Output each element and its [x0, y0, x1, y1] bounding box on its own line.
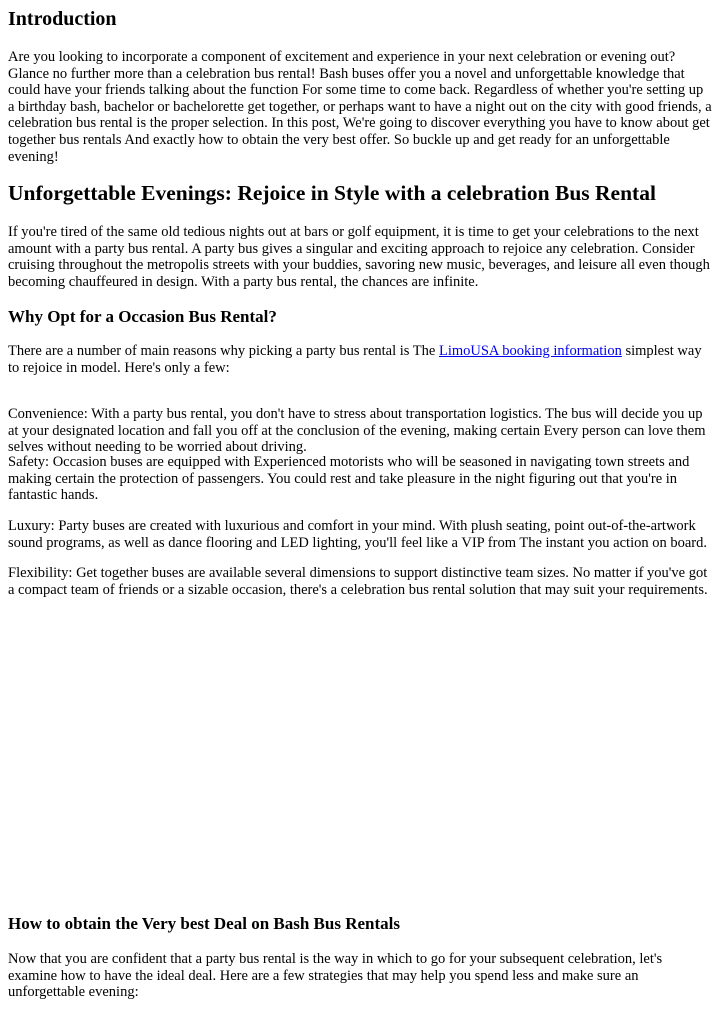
luxury-paragraph: Luxury: Party buses are created with luxurious and comfort in your mind. With plush seating, point out-of-the-artwork sound programs, as well as dance flooring and LED lighting, you'll feel like a VIP from The instant you action on board.	[8, 518, 708, 551]
intro-paragraph: Are you looking to incorporate a component of excitement and experience in your next celebration or evening out? Glance no further more than a celebration bus rental! Bash buses offer you a novel and unforgettable knowledge that could have your friends talking about the function For some time to come back. Regardless of whether you're setting up a birthday bash, bachelor or bachelorette get together, or perhaps want to have a night out on the city with good friends, a celebration bus rental is the proper selection. In this post, We're going to discover everything you have to know about get together bus rentals And exactly how to obtain the very best offer. So buckle up and get ready for an unforgettable evening!	[8, 49, 712, 165]
section1-paragraph: If you're tired of the same old tedious nights out at bars or golf equipment, it is time to get your celebrations to the next amount with a party bus rental. A party bus gives a singular and exciting approach to rejoice any celebration. Consider cruising throughout the metropolis streets with your buddies, savoring new music, beverages, and leisure all even though becoming chauffeured in design. With a party bus rental, the chances are infinite.	[8, 224, 710, 290]
deal-heading: How to obtain the Very best Deal on Bash Bus Rentals	[8, 914, 400, 933]
safety-paragraph: Safety: Occasion buses are equipped with Experienced motorists who will be seasoned in navigating town streets and making certain the protection of passengers. You could rest and take pleasure in the night figuring out that you're in fantastic hands.	[8, 454, 690, 504]
section1-heading: Unforgettable Evenings: Rejoice in Style with a celebration Bus Rental	[8, 181, 656, 205]
why-intro-paragraph	[8, 343, 713, 376]
why-heading: Why Opt for a Occasion Bus Rental?	[8, 307, 277, 326]
intro-heading: Introduction	[8, 8, 117, 30]
flexibility-paragraph: Flexibility: Get together buses are available several dimensions to support distinctive team sizes. No matter if you've got a compact team of friends or a sizable occasion, there's a celebration bus rental solution that may suit your requirements.	[8, 565, 708, 598]
why-intro-before-link: There are a number of main reasons why picking a party bus rental is The	[8, 343, 439, 359]
convenience-paragraph: Convenience: With a party bus rental, you don't have to stress about transportation logistics. The bus will decide you up at your designated location and fall you off at the conclusion of the evening, making certain Every person can love them selves without needing to be worried about driving.	[8, 406, 706, 456]
deal-paragraph: Now that you are confident that a party bus rental is the way in which to go for your subsequent celebration, let's examine how to have the ideal deal. Here are a few strategies that may help you spend less and make sure an unforgettable evening:	[8, 951, 663, 1001]
why-intro-after-link: simplest way to rejoice in model. Here's only a few:	[8, 343, 702, 376]
limousa-booking-link[interactable]: LimoUSA booking information	[438, 343, 622, 359]
